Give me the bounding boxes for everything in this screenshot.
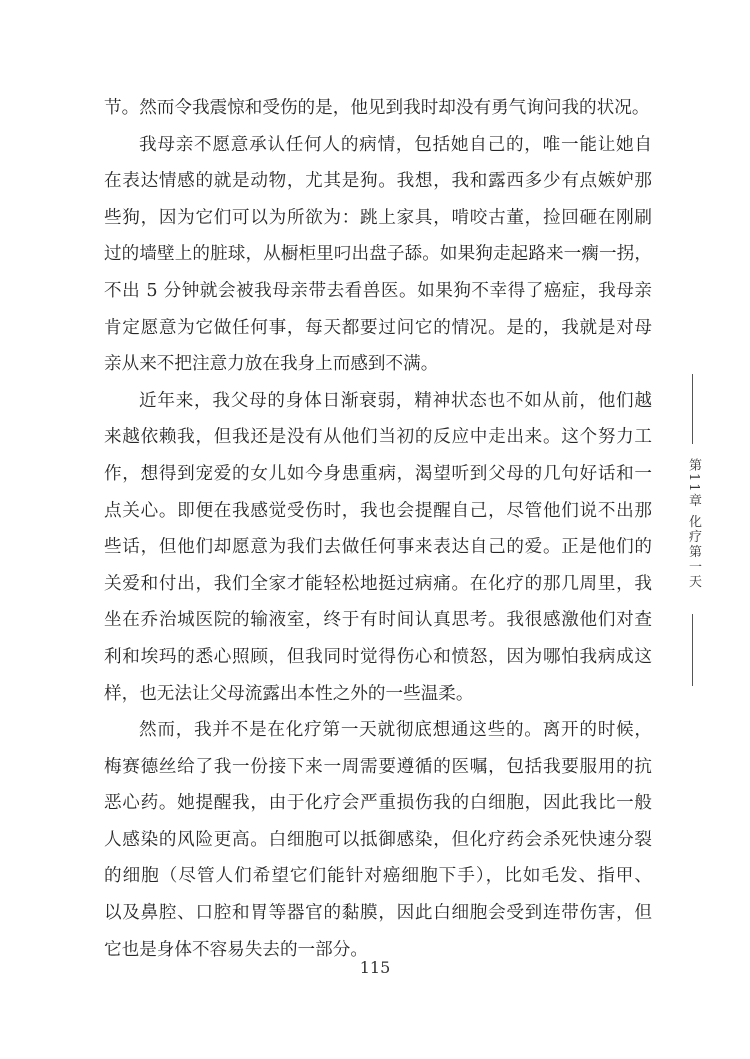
text-line: 样，也无法让父母流露出本性之外的一些温柔。: [104, 683, 474, 704]
text-line: 作，想得到宠爱的女儿如今身患重病，渴望听到父母的几句好话和一: [104, 463, 652, 484]
text-line: 人感染的风险更高。白细胞可以抵御感染，但化疗药会杀死快速分裂: [104, 829, 652, 850]
text-line: 过的墙壁上的脏球，从橱柜里叼出盘子舔。如果狗走起路来一瘸一拐，: [104, 244, 652, 265]
text-line: 梅赛德丝给了我一份接下来一周需要遵循的医嘱，包括我要服用的抗: [104, 756, 652, 777]
text-line: 以及鼻腔、口腔和胃等器官的黏膜，因此白细胞会受到连带伤害，但: [104, 903, 652, 924]
side-rule-bottom: [692, 614, 693, 686]
text-line: 然而，我并不是在化疗第一天就彻底想通这些的。离开的时候，: [139, 720, 652, 741]
text-line: 些狗，因为它们可以为所欲为：跳上家具，啃咬古董，捡回砸在刚刷: [104, 207, 652, 228]
text-line: 近年来，我父母的身体日渐衰弱，精神状态也不如从前，他们越: [139, 390, 652, 411]
text-line: 点关心。即便在我感觉受伤时，我也会提醒自己，尽管他们说不出那: [104, 500, 652, 521]
text-line: 来越依赖我，但我还是没有从他们当初的反应中走出来。这个努力工: [104, 427, 652, 448]
text-line: 节。然而令我震惊和受伤的是，他见到我时却没有勇气询问我的状况。: [104, 98, 650, 118]
chapter-title: 化疗第一天: [686, 514, 701, 590]
text-line: 亲从来不把注意力放在我身上而感到不满。: [104, 354, 439, 375]
text-line: 些话，但他们却愿意为我们去做任何事来表达自己的爱。正是他们的: [104, 537, 652, 558]
page-number: 115: [359, 958, 391, 977]
text-line: 的细胞（尽管人们希望它们能针对癌细胞下手），比如毛发、指甲、: [104, 866, 652, 887]
text-line: 恶心药。她提醒我，由于化疗会严重损伤我的白细胞，因此我比一般: [104, 793, 652, 814]
text-line: 坐在乔治城医院的输液室，终于有时间认真思考。我很感激他们对查: [104, 610, 652, 631]
text-line: 肯定愿意为它做任何事，每天都要过问它的情况。是的，我就是对母: [104, 317, 652, 338]
text-line: 在表达情感的就是动物，尤其是狗。我想，我和露西多少有点嫉妒那: [104, 171, 652, 192]
text-line: 我母亲不愿意承认任何人的病情，包括她自己的，唯一能让她自: [139, 134, 652, 155]
text-line: 不出 5 分钟就会被我母亲带去看兽医。如果狗不幸得了癌症，我母亲: [104, 280, 652, 301]
chapter-side-tab: [682, 374, 704, 686]
chapter-number: 第11章: [686, 458, 701, 509]
text-line: 利和埃玛的悉心照顾，但我同时觉得伤心和愤怒，因为哪怕我病成这: [104, 646, 652, 667]
side-rule-top: [692, 374, 693, 444]
body-text: [104, 90, 652, 968]
text-line: 它也是身体不容易失去的一部分。: [104, 939, 368, 960]
chapter-label: [682, 458, 704, 608]
text-line: 关爱和付出，我们全家才能轻松地挺过病痛。在化疗的那几周里，我: [104, 573, 652, 594]
